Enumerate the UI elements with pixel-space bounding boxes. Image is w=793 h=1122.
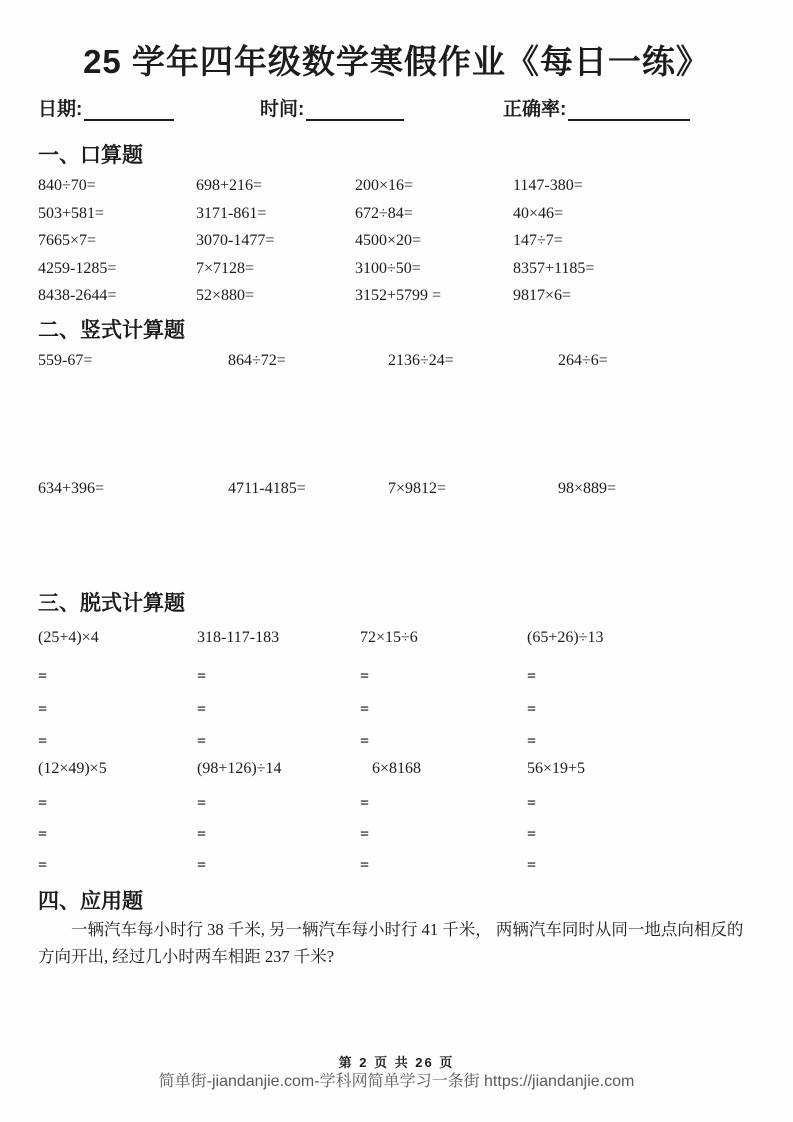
oral-problem: 698+216= xyxy=(196,177,263,194)
vertical-problem: 559-67= xyxy=(38,352,93,369)
stepwise-problem: (65+26)÷13 xyxy=(527,629,604,646)
equals-sign: = xyxy=(197,857,207,874)
equals-sign: = xyxy=(38,857,48,874)
stepwise-problem: 56×19+5 xyxy=(527,760,586,777)
stepwise-problems-group-2 xyxy=(38,760,755,778)
vertical-problem: 4711-4185= xyxy=(228,480,306,497)
stepwise-problem: (25+4)×4 xyxy=(38,629,99,646)
oral-problem: 8438-2644= xyxy=(38,287,117,305)
section-stepwise-heading: 三、脱式计算题 xyxy=(38,592,185,615)
equals-sign: = xyxy=(360,668,370,685)
stepwise-problem: 6×8168 xyxy=(372,760,422,777)
equals-sign: = xyxy=(527,795,537,812)
word-problem-text: 一辆汽车每小时行 38 千米, 另一辆汽车每小时行 41 千米， 两辆汽车同时从同一地点向相反的方向开出, 经过几小时两车相距 237 千米? xyxy=(38,920,744,966)
stepwise-problem: 72×15÷6 xyxy=(360,629,418,646)
equals-sign: = xyxy=(527,826,537,843)
vertical-problem: 864÷72= xyxy=(228,352,286,369)
equals-sign: = xyxy=(360,701,370,718)
oral-problem: 52×880= xyxy=(196,287,255,305)
oral-problem: 672÷84= xyxy=(355,204,413,222)
equals-sign: = xyxy=(38,701,48,718)
vertical-problems-row-1 xyxy=(38,352,755,370)
equals-sign: = xyxy=(527,701,537,718)
oral-problem: 8357+1185= xyxy=(513,259,595,277)
page-number: 第 2 页 共 26 页 xyxy=(338,1055,455,1070)
oral-problem: 7×7128= xyxy=(196,259,255,277)
oral-problem: 200×16= xyxy=(355,177,414,194)
oral-problem: 7665×7= xyxy=(38,232,97,250)
vertical-problem: 634+396= xyxy=(38,480,105,497)
stepwise-equals-row xyxy=(38,826,755,844)
oral-problem: 40×46= xyxy=(513,204,564,222)
oral-problem: 3070-1477= xyxy=(196,232,275,250)
page-title: 25 学年四年级数学寒假作业《每日一练》 xyxy=(83,43,710,80)
time-label: 时间: xyxy=(260,99,305,120)
stepwise-problem: 318-117-183 xyxy=(197,629,280,646)
stepwise-equals-row xyxy=(38,857,755,875)
stepwise-problems-group-1 xyxy=(38,629,755,647)
oral-problem: 3100÷50= xyxy=(355,259,421,277)
section-oral-heading: 一、口算题 xyxy=(38,144,143,167)
oral-problem: 3152+5799 = xyxy=(355,287,442,305)
equals-sign: = xyxy=(197,701,207,718)
oral-problem: 840÷70= xyxy=(38,177,96,194)
stepwise-problem: (98+126)÷14 xyxy=(197,760,282,777)
equals-sign: = xyxy=(38,795,48,812)
equals-sign: = xyxy=(360,795,370,812)
watermark-text: 简单街-jiandanjie.com-学科网简单学习一条街 https://jiandanjie.com xyxy=(158,1073,635,1090)
equals-sign: = xyxy=(197,668,207,685)
oral-problems-grid xyxy=(38,177,755,315)
vertical-problems-row-2 xyxy=(38,480,755,498)
stepwise-problem: (12×49)×5 xyxy=(38,760,107,777)
date-label: 日期: xyxy=(38,99,83,120)
accuracy-blank-line xyxy=(568,99,690,121)
oral-problem: 4259-1285= xyxy=(38,259,117,277)
date-field xyxy=(38,94,174,121)
date-blank-line xyxy=(84,99,174,121)
equals-sign: = xyxy=(360,826,370,843)
equals-sign: = xyxy=(38,668,48,685)
oral-problem: 4500×20= xyxy=(355,232,422,250)
equals-sign: = xyxy=(197,733,207,750)
equals-sign: = xyxy=(527,668,537,685)
section-word-heading: 四、应用题 xyxy=(38,890,143,913)
equals-sign: = xyxy=(360,733,370,750)
oral-problem: 147÷7= xyxy=(513,232,563,250)
stepwise-equals-row xyxy=(38,701,755,719)
equals-sign: = xyxy=(197,795,207,812)
equals-sign: = xyxy=(360,857,370,874)
equals-sign: = xyxy=(527,733,537,750)
section-vertical-heading: 二、竖式计算题 xyxy=(38,319,185,342)
equals-sign: = xyxy=(197,826,207,843)
oral-problem: 503+581= xyxy=(38,204,105,222)
time-blank-line xyxy=(306,99,404,121)
stepwise-equals-row xyxy=(38,668,755,686)
stepwise-equals-row xyxy=(38,733,755,751)
vertical-problem: 2136÷24= xyxy=(388,352,454,369)
time-field xyxy=(260,94,404,121)
equals-sign: = xyxy=(38,733,48,750)
oral-problem: 3171-861= xyxy=(196,204,267,222)
header-fields xyxy=(38,94,755,124)
vertical-problem: 7×9812= xyxy=(388,480,447,497)
vertical-problem: 98×889= xyxy=(558,480,617,497)
accuracy-label: 正确率: xyxy=(503,99,567,120)
stepwise-equals-row xyxy=(38,795,755,813)
equals-sign: = xyxy=(38,826,48,843)
vertical-problem: 264÷6= xyxy=(558,352,608,369)
oral-problem: 1147-380= xyxy=(513,177,583,194)
equals-sign: = xyxy=(527,857,537,874)
accuracy-field xyxy=(503,94,690,121)
oral-problem: 9817×6= xyxy=(513,287,572,305)
